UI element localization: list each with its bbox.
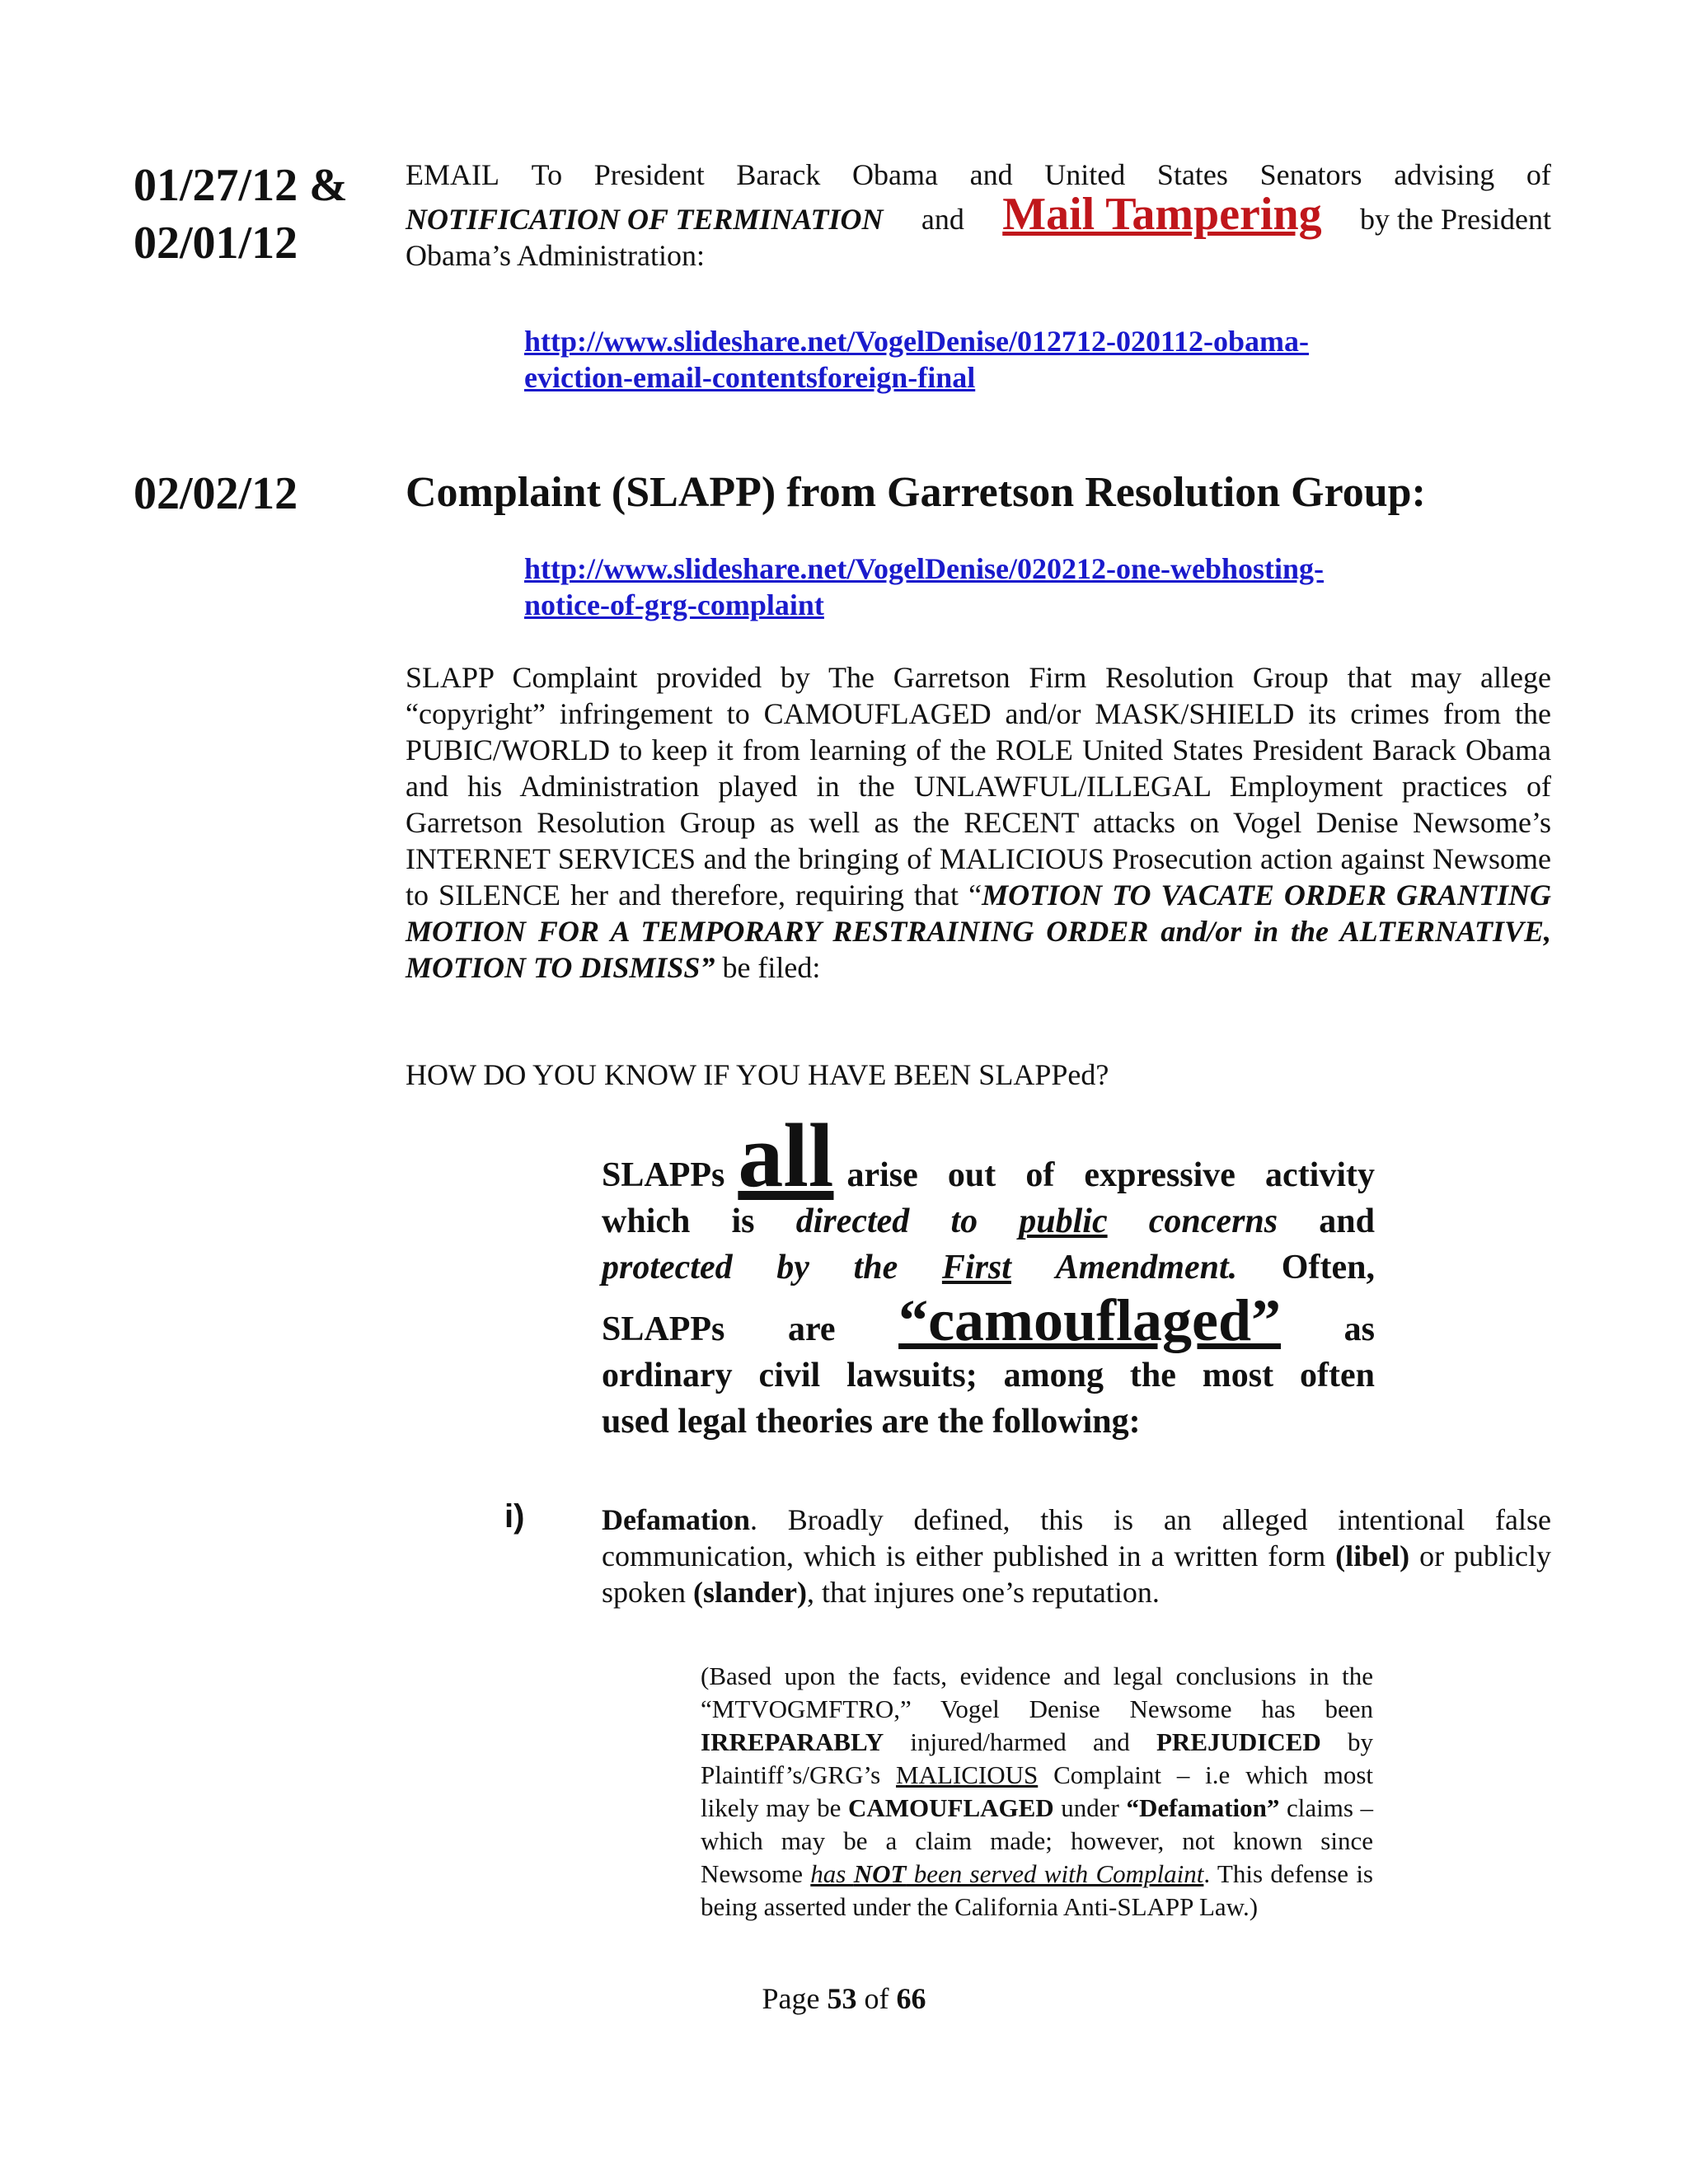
quote-word: SLAPPs [602, 1310, 725, 1348]
quote-word: and [1319, 1202, 1375, 1240]
entry1-first-line [406, 157, 1551, 193]
link-line[interactable]: http://www.slideshare.net/VogelDenise/020212-one-webhosting- [524, 552, 1325, 585]
note-text: Complaint – i.e which most likely may be [701, 1760, 1374, 1822]
entry2-date: 02/02/12 [134, 468, 298, 519]
date-line: 01/27/12 & [134, 160, 348, 211]
quote-word: most [1202, 1357, 1274, 1394]
item-text: or publicly spoken [602, 1540, 1551, 1609]
quote-word: the [853, 1249, 898, 1286]
entry1-link[interactable] [524, 323, 1309, 396]
quote-word: protected [602, 1249, 733, 1286]
quote-word: directed [795, 1202, 910, 1240]
quote-word: by [776, 1249, 809, 1286]
note-text: under [1053, 1793, 1127, 1822]
page-total: 66 [896, 1982, 926, 2015]
defamation-term: Defamation [602, 1503, 750, 1536]
entry1-word: United [1044, 158, 1126, 191]
entry-date [134, 157, 348, 272]
entry1-word: To [531, 158, 563, 191]
slapp-paragraph [406, 659, 1551, 986]
entry1-word: of [1526, 158, 1551, 191]
quote-line [602, 1105, 1375, 1206]
all-word: all [738, 1105, 834, 1206]
entry1-word: President [593, 158, 705, 191]
by-president-text: by the President [1360, 203, 1551, 236]
note-bold: PREJUDICED [1156, 1727, 1321, 1756]
entry2-heading: Complaint (SLAPP) from Garretson Resolution Group: [406, 469, 1426, 516]
entry1-word: and [969, 158, 1013, 191]
entry1-third-line: Obama’s Administration: [406, 239, 705, 272]
quote-line [602, 1287, 1375, 1353]
quote-line [602, 1352, 1375, 1399]
note-text: by Plaintiff’s/GRG’s [701, 1727, 1374, 1789]
entry1-word: Senators [1259, 158, 1362, 191]
defamation-note [701, 1660, 1373, 1924]
of-label: of [864, 1982, 889, 2015]
quote-word: activity [1265, 1156, 1375, 1194]
note-text: injured/harmed and [884, 1727, 1156, 1756]
quote-word: is [731, 1202, 755, 1240]
page-number: 53 [827, 1982, 857, 2015]
slander-term: (slander) [693, 1576, 807, 1609]
note-text: . This defense is being asserted under the California Anti-SLAPP Law.) [701, 1859, 1373, 1921]
entry1-word: States [1156, 158, 1228, 191]
paragraph-end: be filed: [715, 951, 821, 984]
link-line[interactable]: notice-of-grg-complaint [524, 588, 824, 621]
note-italic: has [810, 1859, 854, 1888]
quote-word: ordinary [602, 1357, 733, 1394]
quote-word: arise [846, 1156, 918, 1194]
link-line[interactable]: eviction-email-contentsforeign-final [524, 361, 976, 394]
quote-word: lawsuits; [846, 1357, 978, 1394]
note-bold: CAMOUFLAGED [847, 1793, 1054, 1822]
note-text: (Based upon the facts, evidence and legal conclusions in the “MTVOGMFTRO,” Vogel Denise Newsome has been [701, 1661, 1373, 1723]
camouflaged-word: “camouflaged” [898, 1287, 1282, 1353]
quote-word: often [1299, 1357, 1375, 1394]
defamation-item [602, 1502, 1551, 1610]
quote-phrase [846, 1152, 1375, 1198]
paragraph-text: SLAPP Complaint provided by The Garretson Firm Resolution Group that may allege “copyright” infringement to CAMOUFLAGED and/or MASK/SHIELD its crimes from the PUBIC/WORLD to keep it from learning of the ROLE United States President Barack Obama and his Administration played in the UNLAWFUL/ILLEGAL Employment practices of Garretson Resolution Group as well as the RECENT attacks on Vogel Denise Newsome’s INTERNET SERVICES and the bringing of MALICIOUS Prosecution action against Newsome to SILENCE her and therefore, requiring that “ [406, 661, 1551, 912]
entry1-word: advising [1394, 158, 1495, 191]
motion-title: MOTION TO VACATE ORDER GRANTING MOTION FOR A TEMPORARY RESTRAINING ORDER and/or in the ALTERNATIVE, MOTION TO DISMISS” [406, 879, 1552, 984]
date-line: 02/01/12 [134, 218, 298, 269]
quote-word: concerns [1148, 1202, 1278, 1240]
note-bold: “Defamation” [1126, 1793, 1280, 1822]
quote-line [602, 1244, 1375, 1291]
entry1-word: EMAIL [406, 158, 499, 191]
quote-word: are [787, 1310, 836, 1348]
note-bold: IRREPARABLY [701, 1727, 884, 1756]
slapp-quote [602, 1105, 1375, 1445]
entry1-text [406, 157, 1551, 274]
slapp-question: HOW DO YOU KNOW IF YOU HAVE BEEN SLAPPed? [406, 1058, 1109, 1091]
quote-word: out [947, 1156, 996, 1194]
mail-tampering-text: Mail Tampering [1002, 189, 1322, 240]
item-text: . Broadly defined, this is an alleged intentional false communication, which is either published in a written form [602, 1503, 1551, 1572]
quote-word: to [950, 1202, 978, 1240]
entry1-word: Obama [852, 158, 938, 191]
entry2-link[interactable] [524, 551, 1324, 623]
entry1-word: Barack [736, 158, 821, 191]
notification-text: NOTIFICATION OF TERMINATION [406, 203, 884, 236]
page-label: Page [762, 1982, 820, 2015]
link-line[interactable]: http://www.slideshare.net/VogelDenise/012712-020112-obama- [524, 325, 1310, 358]
list-marker: i) [504, 1498, 525, 1535]
quote-word: Amendment. [1055, 1249, 1238, 1286]
note-text: claims – which may be a claim made; however, not known since Newsome [701, 1793, 1373, 1888]
note-underlined: MALICIOUS [896, 1760, 1039, 1789]
page-footer [0, 1981, 1688, 2016]
note-bold-italic: NOT [853, 1859, 907, 1888]
note-italic: been served with Complaint [906, 1859, 1204, 1888]
item-text: , that injures one’s reputation. [807, 1576, 1160, 1609]
quote-word: SLAPPs [602, 1156, 725, 1194]
libel-term: (libel) [1335, 1540, 1410, 1572]
quote-word: public [1019, 1202, 1108, 1240]
quote-word: as [1343, 1310, 1375, 1348]
quote-word: which [602, 1202, 691, 1240]
quote-line [602, 1198, 1375, 1244]
quote-word: of [1025, 1156, 1055, 1194]
quote-word: among [1003, 1357, 1104, 1394]
quote-word: Often, [1281, 1249, 1375, 1286]
and-text: and [921, 203, 964, 236]
quote-line: used legal theories are the following: [602, 1403, 1141, 1441]
quote-word: the [1129, 1357, 1176, 1394]
quote-word: expressive [1084, 1156, 1236, 1194]
quote-word: First [941, 1249, 1011, 1286]
quote-word: civil [758, 1357, 821, 1394]
entry1-second-line [406, 189, 1551, 240]
